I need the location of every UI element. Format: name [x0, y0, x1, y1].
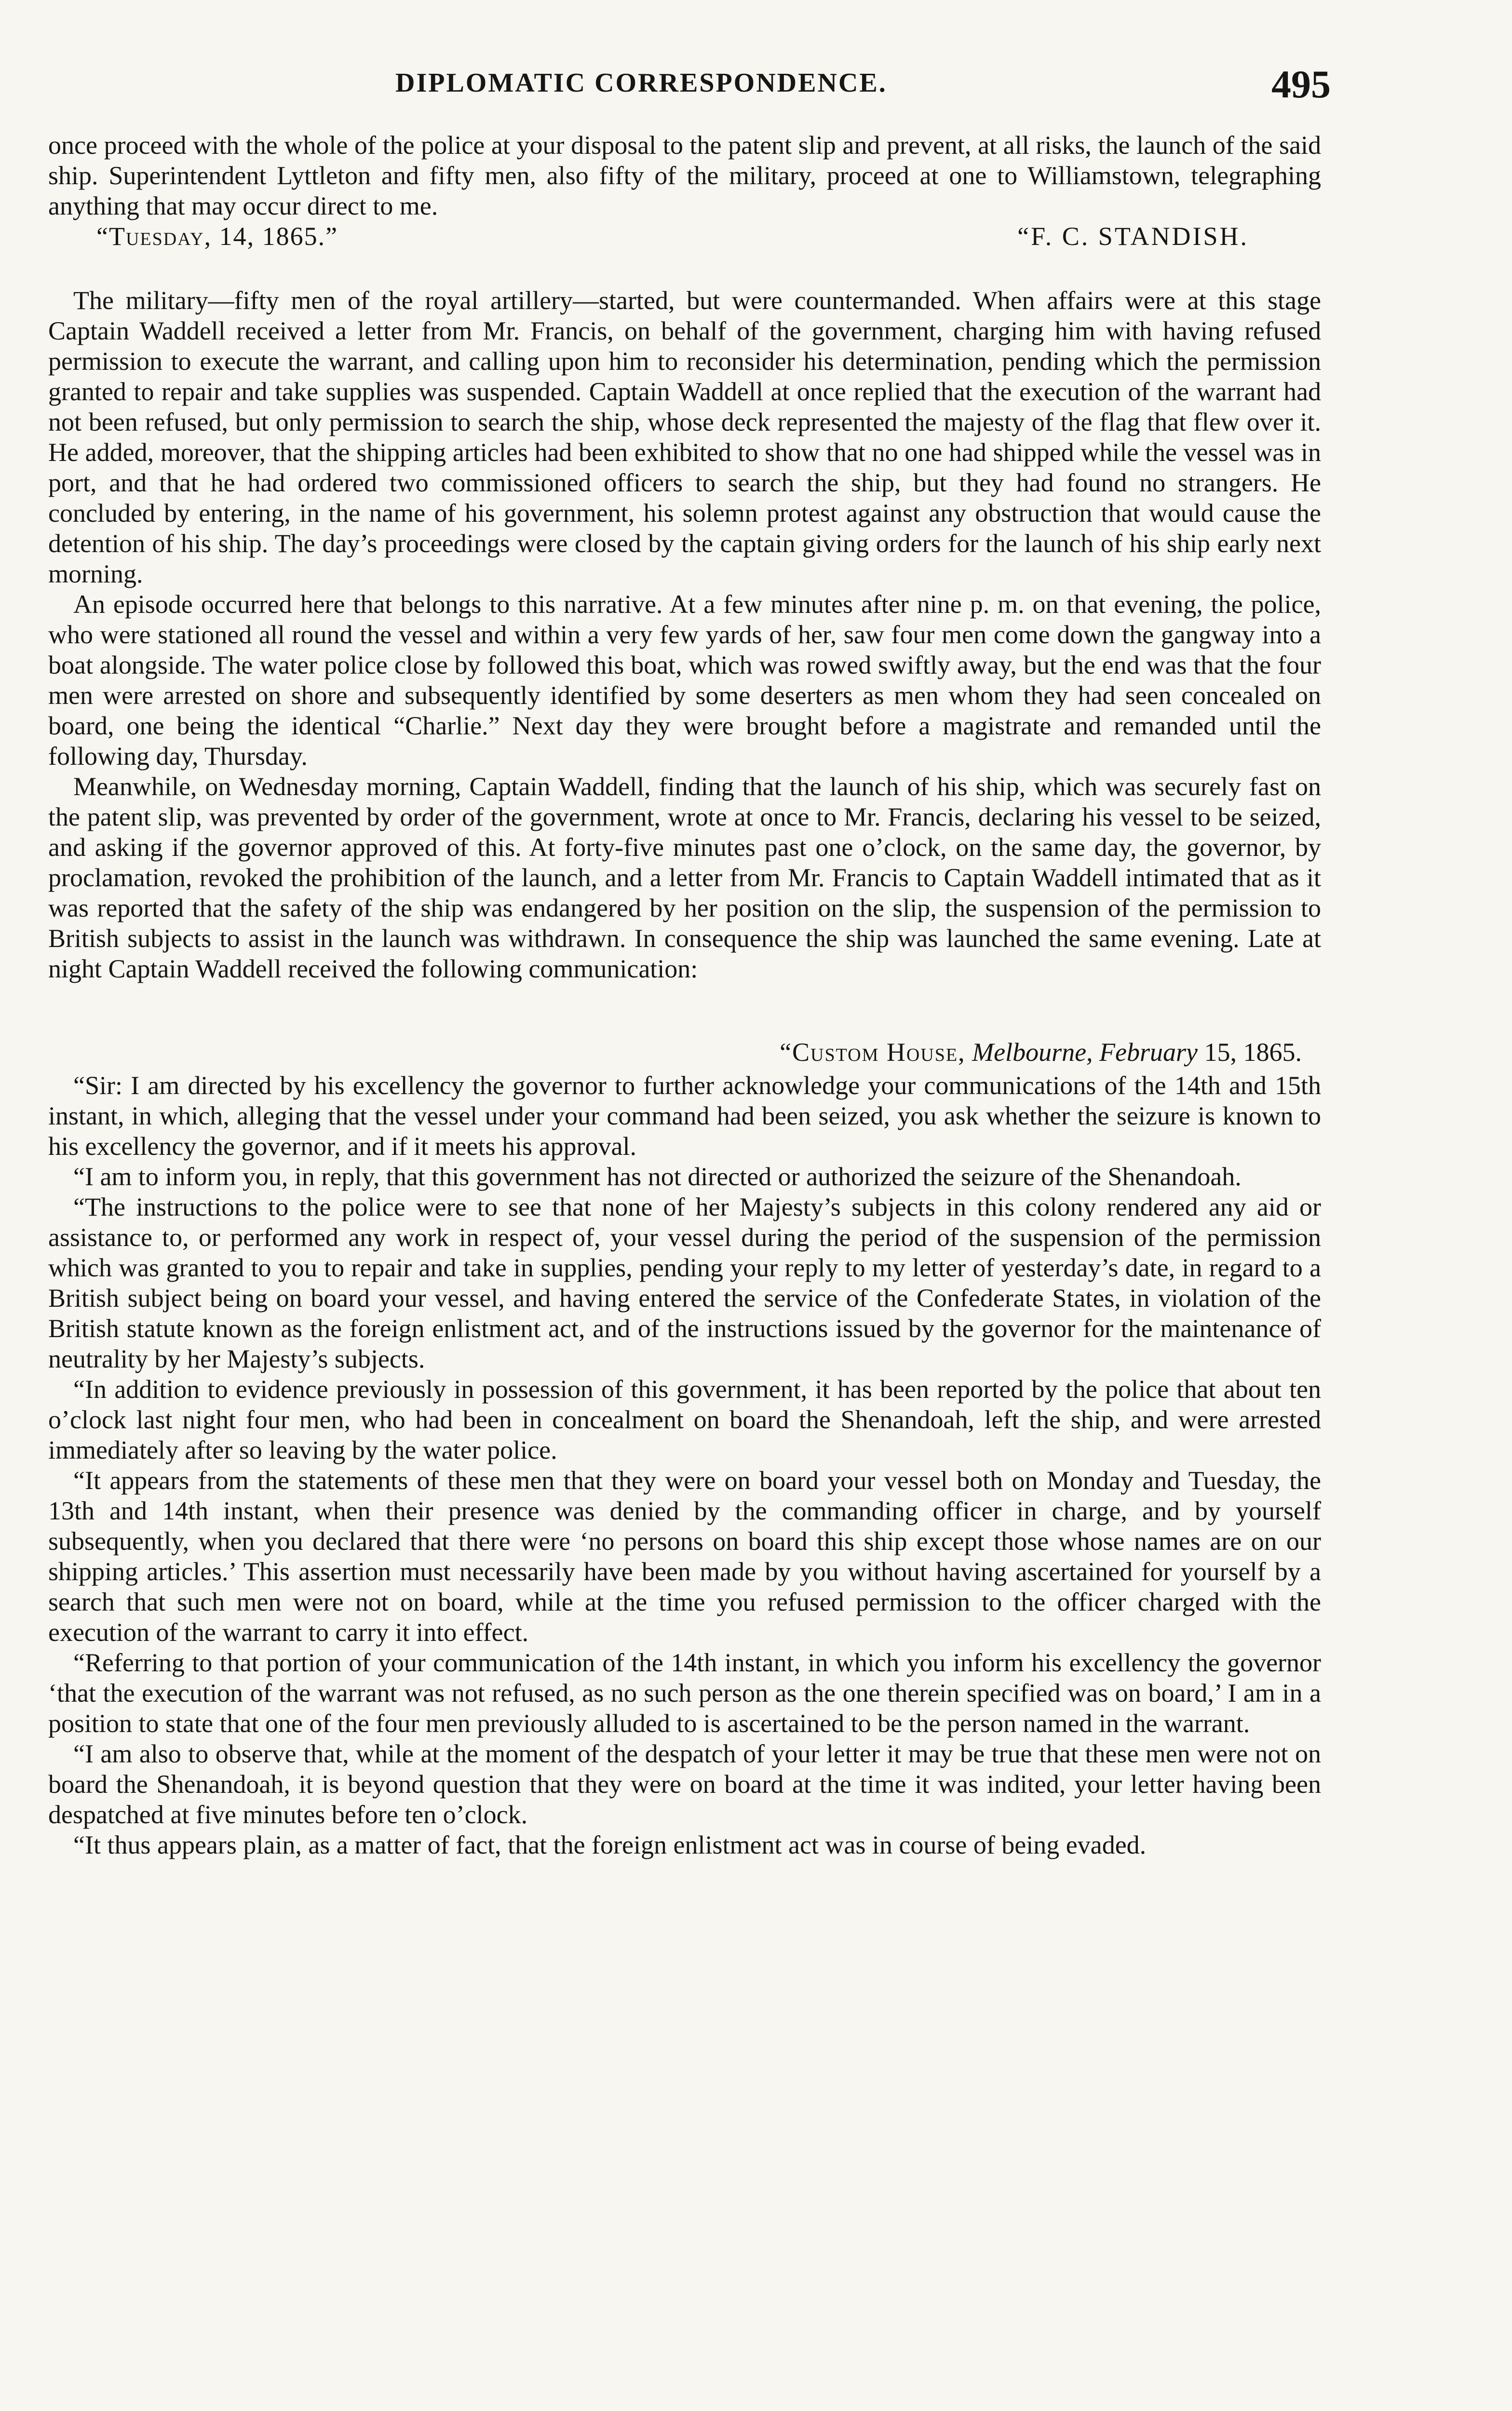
page-number: 495 [1271, 62, 1331, 106]
narrative-paragraph: Meanwhile, on Wednesday morning, Captain Waddell, finding that the launch of his ship, which was securely fast on the patent slip, was prevented by order of the government, wrote at once to Mr. Francis, declaring his vessel to be seized, and asking if the governor approved of this. At forty-five minutes past one o’clock, on the same day, the governor, by proclamation, revoked the prohibition of the launch, and a letter from Mr. Francis to Captain Waddell intimated that as it was reported that the safety of the ship was endangered by her position on the slip, the suspension of the permission to British subjects to assist in the launch was withdrawn. In consequence the ship was launched the same evening. Late at night Captain Waddell received the following communication: [48, 772, 1321, 983]
telegram-signature: “F. C. STANDISH. [1017, 222, 1249, 251]
narrative-paragraph: An episode occurred here that belongs to this narrative. At a few minutes after nine p. m. on that evening, the police, who were stationed all round the vessel and within a very few yards of her, saw four men come down the gangway into a boat alongside. The water police close by followed this boat, which was rowed swiftly away, but the end was that the four men were arrested on shore and subsequently identified by some deserters as men whom they had seen concealed on board, one being the identical “Charlie.” Next day they were brought before a magistrate and remanded until the following day, Thursday. [48, 590, 1321, 771]
letter-paragraph: “In addition to evidence previously in possession of this government, it has been reported by the police that about ten o’clock last night four men, who had been in concealment on board the Shenandoah, left the ship, and were arrested immediately after so leaving by the water police. [48, 1375, 1321, 1464]
letter-paragraph: “I am to inform you, in reply, that this government has not directed or authorized the seizure of the Shenandoah. [73, 1162, 1242, 1191]
dateline-place: “Custom House, [780, 1038, 966, 1067]
dateline-city-date: Melbourne, February [972, 1038, 1198, 1067]
telegram-signoff [48, 221, 1321, 252]
dateline-day-year: 15, 1865. [1204, 1038, 1302, 1067]
telegram-text: once proceed with the whole of the police at your disposal to the patent slip and prevent, at all risks, the launch of the said ship. Superintendent Lyttleton and fifty men, also fifty of the military, proceed at one to Williamstown, telegraphing anything that may occur direct to me. [48, 131, 1321, 220]
telegram-date: “Tuesday, 14, 1865.” [96, 222, 338, 251]
letter-paragraph: “Referring to that portion of your communication of the 14th instant, in which you inform his excellency the governor ‘that the execution of the warrant was not refused, as no such person as the one therein specified was on board,’ I am in a position to state that one of the four men previously alluded to is ascertained to be the person named in the warrant. [48, 1648, 1321, 1738]
document-page [48, 58, 1331, 1860]
letter-paragraph: “I am also to observe that, while at the moment of the despatch of your letter it may be true that these men were not on board the Shenandoah, it is beyond question that they were on board at the time it was indited, your letter having been despatched at five minutes before ten o’clock. [48, 1739, 1321, 1829]
letter-dateline [48, 1037, 1302, 1068]
page-header [48, 58, 1331, 130]
running-title: DIPLOMATIC CORRESPONDENCE. [395, 68, 887, 98]
body-text [48, 130, 1321, 1860]
letter-paragraph: “The instructions to the police were to see that none of her Majesty’s subjects in this colony rendered any aid or assistance to, or performed any work in respect of, your vessel during the period of the suspension of the permission which was granted to you to repair and take in supplies, pending your reply to my letter of yesterday’s date, in regard to a British subject being on board your vessel, and having entered the service of the Confederate States, in violation of the British statute known as the foreign enlistment act, and of the instructions issued by the governor for the maintenance of neutrality by her Majesty’s subjects. [48, 1192, 1321, 1373]
letter-paragraph: “Sir: I am directed by his excellency the governor to further acknowledge your communications of the 14th and 15th instant, in which, alleging that the vessel under your command had been seized, you ask whether the seizure is known to his excellency the governor, and if it meets his approval. [48, 1071, 1321, 1161]
letter-paragraph: “It appears from the statements of these men that they were on board your vessel both on Monday and Tuesday, the 13th and 14th instant, when their presence was denied by the commanding officer in charge, and by yourself subsequently, when you declared that there were ‘no persons on board this ship except those whose names are on our shipping articles.’ This assertion must necessarily have been made by you without having ascertained for yourself by a search that such men were not on board, while at the time you refused permission to the officer charged with the execution of the warrant to carry it into effect. [48, 1466, 1321, 1647]
letter-paragraph: “It thus appears plain, as a matter of fact, that the foreign enlistment act was in course of being evaded. [73, 1830, 1147, 1859]
narrative-paragraph: The military—fifty men of the royal artillery—started, but were countermanded. When affairs were at this stage Captain Waddell received a letter from Mr. Francis, on behalf of the government, charging him with having refused permission to execute the warrant, and calling upon him to reconsider his determination, pending which the permission granted to repair and take supplies was suspended. Captain Waddell at once replied that the execution of the warrant had not been refused, but only permission to search the ship, whose deck represented the majesty of the flag that flew over it. He added, moreover, that the shipping articles had been exhibited to show that no one had shipped while the vessel was in port, and that he had ordered two commissioned officers to search the ship, but they had found no strangers. He concluded by entering, in the name of his government, his solemn protest against any obstruction that would cause the detention of his ship. The day’s proceedings were closed by the captain giving orders for the launch of his ship early next morning. [48, 286, 1321, 588]
section-gap [48, 984, 1321, 1037]
